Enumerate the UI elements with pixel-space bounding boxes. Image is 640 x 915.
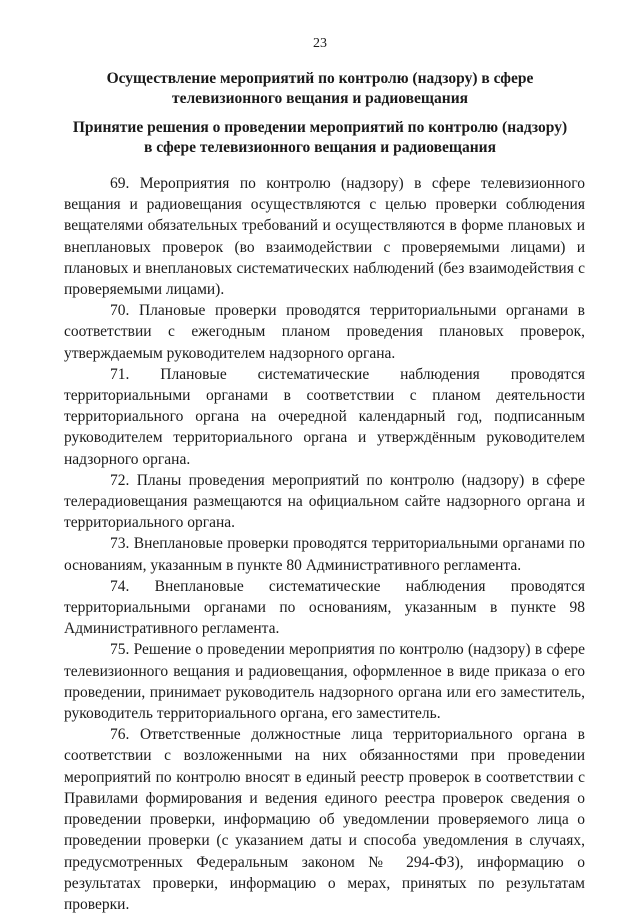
page-number: 23	[313, 36, 327, 51]
paragraph-72: 72. Планы проведения мероприятий по контролю (надзору) в сфере телерадиовещания размещаются на официальном сайте надзорного органа и территориального органа.	[64, 471, 585, 532]
body-text	[64, 173, 585, 915]
subsection-heading: Принятие решения о проведении мероприятий по контролю (надзору) в сфере телевизионного вещания и радиовещания	[72, 119, 568, 156]
paragraph-76: 76. Ответственные должностные лица территориального органа в соответствии с возложенными на них обязанностями при проведении мероприятий по контролю вносят в единый реестр проверок в соответствии с Правилами формирования и ведения единого реестра проверок сведения о проведении проверки, информацию об уведомлении проверяемого лица о проведении проверки (с указанием даты и способа уведомления в случаях, предусмотренных Федеральным законом № 294-ФЗ), информацию о результатах проверки, информацию о мерах, принятых по результатам проверки.	[64, 726, 585, 913]
paragraph-71: 71. Плановые систематические наблюдения проводятся территориальными органами в соответствии с планом деятельности территориального органа на очередной календарный год, подписанным руководителем территориального органа и утверждённым руководителем надзорного органа.	[64, 365, 585, 468]
section-heading: Осуществление мероприятий по контролю (надзору) в сфере телевизионного вещания и радиовещания	[106, 70, 534, 107]
paragraph-70: 70. Плановые проверки проводятся территориальными органами в соответствии с ежегодным планом проведения плановых проверок, утверждаемым руководителем надзорного органа.	[64, 302, 585, 362]
paragraph-69: 69. Мероприятия по контролю (надзору) в сфере телевизионного вещания и радиовещания осуществляются с целью проверки соблюдения вещателями обязательных требований и осуществляются в форме плановых и внеплановых проверок (во взаимодействии с проверяемыми лицами) и плановых и внеплановых систематических наблюдений (без взаимодействия с проверяемыми лицами).	[64, 175, 585, 299]
paragraph-75: 75. Решение о проведении мероприятия по контролю (надзору) в сфере телевизионного вещания и радиовещания, оформленное в виде приказа о его проведении, принимает руководитель надзорного органа или его заместитель, руководитель территориального органа, его заместитель.	[64, 641, 585, 723]
paragraph-73: 73. Внеплановые проверки проводятся территориальными органами по основаниям, указанным в пункте 80 Административного регламента.	[64, 535, 585, 574]
paragraph-74: 74. Внеплановые систематические наблюдения проводятся территориальными органами по основаниям, указанным в пункте 98 Административного регламента.	[64, 577, 585, 638]
